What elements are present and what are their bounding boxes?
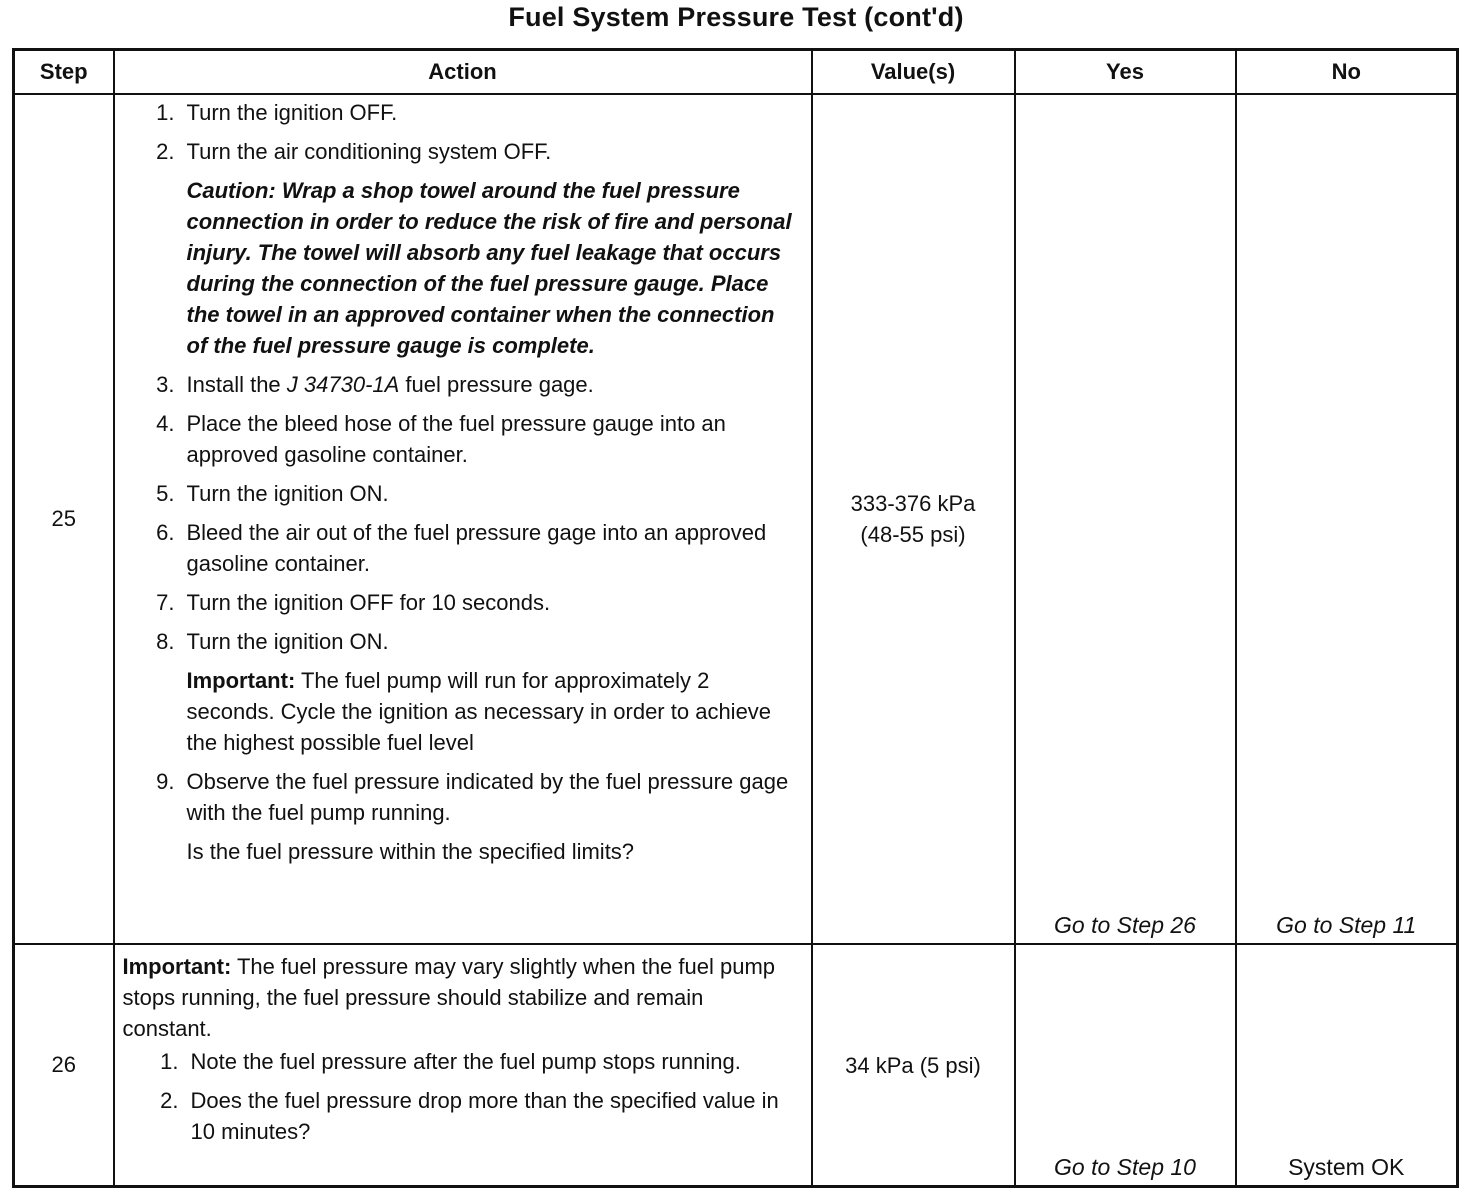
important-note: Important: The fuel pump will run for approximately 2 seconds. Cycle the ignition as necessary in order to achieve the highest possible fuel level — [186, 668, 772, 755]
header-step: Step — [14, 50, 114, 95]
important-note: Important: The fuel pressure may vary slightly when the fuel pump stops running, the fuel pressure should stabilize and remain constant. — [122, 954, 776, 1041]
list-item: 6. Bleed the air out of the fuel pressure gage into an approved gasoline container. — [156, 520, 767, 576]
value-cell — [812, 94, 1015, 944]
list-item: 2. Turn the air conditioning system OFF. — [156, 139, 552, 164]
header-action: Action — [114, 50, 812, 95]
page-title: Fuel System Pressure Test (cont'd) — [508, 2, 964, 32]
no-result: Go to Step 11 — [1236, 94, 1458, 944]
step-number: 26 — [14, 944, 114, 1187]
value-kpa: 333-376 kPa — [850, 491, 976, 516]
tool-number: J 34730-1A — [286, 372, 400, 397]
yes-result: Go to Step 10 — [1015, 944, 1236, 1187]
value-cell: 34 kPa (5 psi) — [812, 944, 1015, 1187]
list-item: 9. Observe the fuel pressure indicated by the fuel pressure gage with the fuel pump running. — [156, 769, 789, 825]
list-item: 4. Place the bleed hose of the fuel pressure gauge into an approved gasoline container. — [156, 411, 726, 467]
question-text: Is the fuel pressure within the specified limits? — [186, 839, 635, 864]
procedure-table — [12, 48, 1459, 1188]
header-no: No — [1236, 50, 1458, 95]
table-row-step-25 — [14, 94, 1458, 944]
header-row — [14, 50, 1458, 95]
header-values: Value(s) — [812, 50, 1015, 95]
list-item: 1. Turn the ignition OFF. — [156, 100, 398, 125]
list-item: 2. Does the fuel pressure drop more than the specified value in 10 minutes? — [160, 1088, 779, 1144]
action-cell — [114, 944, 812, 1187]
list-item: 5. Turn the ignition ON. — [156, 481, 389, 506]
action-cell — [114, 94, 812, 944]
table-row-step-26 — [14, 944, 1458, 1187]
list-item: 3. Install the J 34730-1A fuel pressure gage. — [156, 372, 594, 397]
list-item: 8. Turn the ignition ON. — [156, 629, 389, 654]
header-yes: Yes — [1015, 50, 1236, 95]
list-item: 1. Note the fuel pressure after the fuel pump stops running. — [160, 1049, 741, 1074]
step-number: 25 — [14, 94, 114, 944]
caution-note: Caution: Wrap a shop towel around the fuel pressure connection in order to reduce the risk of fire and personal injury. The towel will absorb any fuel leakage that occurs during the connection of the fuel pressure gauge. Place the towel in an approved container when the connection of the fuel pressure gauge is complete. — [186, 178, 792, 358]
yes-result: Go to Step 26 — [1015, 94, 1236, 944]
no-result: System OK — [1236, 944, 1458, 1187]
list-item: 7. Turn the ignition OFF for 10 seconds. — [156, 590, 551, 615]
value-psi: (48-55 psi) — [860, 522, 966, 547]
